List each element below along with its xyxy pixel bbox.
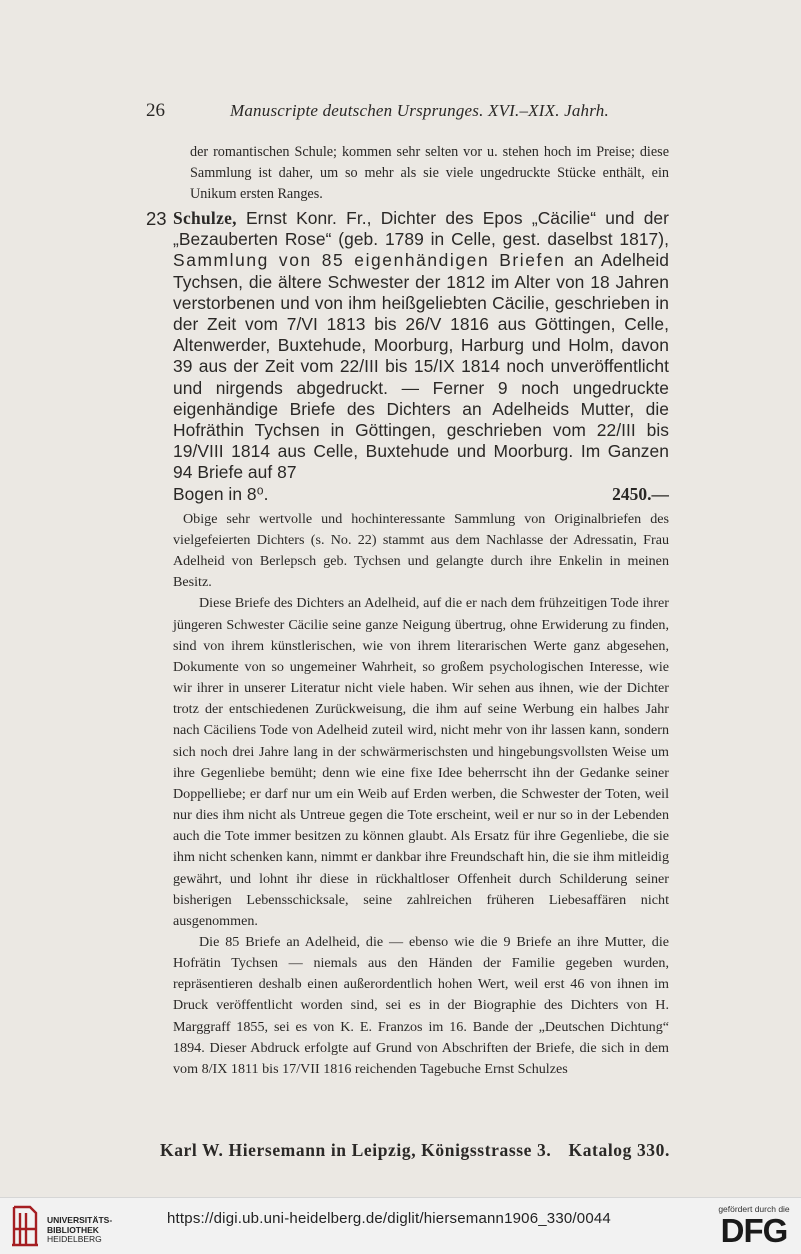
library-name bbox=[47, 1216, 112, 1245]
entry-format: Bogen in 8⁰. bbox=[173, 483, 269, 504]
note-paragraph: Die 85 Briefe an Adelheid, die — ebenso wie die 9 Briefe an ihre Mutter, die Hofrätin Tychsen — niemals aus den Händen der Familie gegeben wurden, repräsentieren deshalb einen außerordentlich hohen Wert, weil erst 46 von ihnen im Druck veröffentlicht worden sind, sei es in der Biographie des Dichters von H. Marggraff 1855, sei es von K. E. Franzos im 16. Bande der „Deutschen Dichtung“ 1894. Dieser Abdruck erfolgte auf Grund von Abschriften der Briefe, die sich in dem vom 8/IX 1811 bis 17/VII 1816 reichenden Tagebuche Ernst Schulzes bbox=[173, 933, 669, 1077]
note-paragraph: Diese Briefe des Dichters an Adelheid, auf die er nach dem frühzeitigen Tode ihrer jüngeren Schwester Cäcilie seine ganze Neigung übertrug, ohne Erwiderung zu finden, sind von ihrem künstlerischen, wie von ihrem literarischen Werte ganz abgesehen, Dokumente von so ungemeiner Wahrheit, so großem psychologischen Interesse, wie wir ihrer in unserer Literatur nicht viele haben. Wir sehen aus ihnen, wie der Dichter trotz der entschiedenen Zurückweisung, die ihm auf seine Werbung ein halbes Jahr nach Cäciliens Tode von Adelheid zuteil wird, nicht mehr von ihr lassen kann, sondern sich noch drei Jahre lang in der schwärmerischsten und hingebungsvollsten Weise um ihre Gegenliebe bemüht; denn wie eine fixe Idee beherrscht ihn der Gedanke seiner Doppelliebe; er darf nur um ein Weib auf Erden werben, die Schwester der Toten, weil nur dies ihm nicht als Untreue gegen die Tote erscheint, weil er nur so in der Lebenden auch die Tote immer besitzen zu können glaubt. Als Ersatz für ihre Gegenliebe, die sie ihm nicht schenken kann, nimmt er dankbar ihre Freundschaft hin, die sie ihm mitleidig gewährt, und lohnt ihr diese in rückhaltloser Offenheit durch Schilderung seiner bisherigen Lebensschicksale, seine zahlreichen früheren Liebesaffären nicht ausgenommen. bbox=[173, 595, 669, 929]
entry-author: Schulze, bbox=[173, 208, 237, 228]
sponsor-label: gefördert durch die bbox=[718, 1204, 790, 1214]
footer-publisher: Karl W. Hiersemann in Leipzig, Königsstrasse 3. bbox=[160, 1140, 552, 1160]
running-title: Manuscripte deutschen Ursprunges. XVI.–XIX. Jahrh. bbox=[230, 101, 609, 120]
library-logo[interactable] bbox=[10, 1204, 140, 1248]
page-footer bbox=[160, 1140, 670, 1161]
intro-paragraph: der romantischen Schule; kommen sehr selten vor u. stehen hoch im Preise; diese Sammlung ist daher, um so mehr als sie viele ungedruckte Stücke enthält, ein Unikum ersten Ranges. bbox=[190, 144, 669, 202]
dfg-logo: DFG bbox=[720, 1212, 788, 1249]
footer-catalog: Katalog 330. bbox=[568, 1140, 670, 1160]
page-number: 26 bbox=[146, 100, 165, 121]
catalog-entry bbox=[146, 208, 669, 1080]
entry-number: 23 bbox=[146, 208, 167, 229]
entry-text-part-2: an Adelheid Tychsen, die ältere Schwester der 1812 im Alter von 18 Jahren verstorbenen und von ihm heißgeliebten Cäcilie, geschrieben in der Zeit vom 7/VI 1813 bis 26/V 1816 aus Göttingen, Celle, Altenwerder, Buxtehude, Moorburg, Harburg und Holm, davon 39 aus der Zeit vom 22/III bis 15/IX 1814 noch unveröffentlicht und nirgends abgedruckt. — Ferner 9 noch ungedruckte eigenhändige Briefe des Dichters an Adelheids Mutter, die Hofräthin Tychsen in Göttingen, geschrieben vom 22/III bis 19/VIII 1814 aus Celle, Buxtehude und Moorburg. Im Ganzen 94 Briefe auf 87 bbox=[173, 250, 669, 483]
entry-description bbox=[173, 208, 669, 505]
page-header bbox=[146, 100, 666, 124]
entry-spaced-title: Sammlung von 85 eigenhändigen Briefen bbox=[173, 250, 566, 271]
permalink-url[interactable]: https://digi.ub.uni-heidelberg.de/diglit/hiersemann1906_330/0044 bbox=[167, 1210, 611, 1227]
library-emblem-icon bbox=[10, 1205, 40, 1247]
viewer-bar bbox=[0, 1197, 801, 1254]
library-name-line: BIBLIOTHEK bbox=[47, 1224, 99, 1235]
note-paragraph: Obige sehr wertvolle und hochinteressante Sammlung von Originalbriefen des vielgefeierten Dichters (s. No. 22) stammt aus dem Nachlasse der Adressatin, Frau Adelheid von Berlepsch geb. Tychsen und gelangte durch ihre Enkelin in meinen Besitz. bbox=[173, 510, 669, 591]
sponsor-block[interactable] bbox=[712, 1204, 796, 1248]
entry-price: 2450.— bbox=[612, 483, 669, 504]
library-name-line: UNIVERSITÄTS- bbox=[47, 1215, 113, 1225]
entry-notes bbox=[173, 509, 669, 1080]
library-name-line: HEIDELBERG bbox=[47, 1234, 102, 1244]
entry-last-line bbox=[173, 484, 669, 505]
entry-text-part-1: Ernst Konr. Fr., Dichter des Epos „Cäcilie“ und der „Bezauberten Rose“ (geb. 1789 in Celle, gest. daselbst 1817), bbox=[173, 208, 669, 250]
